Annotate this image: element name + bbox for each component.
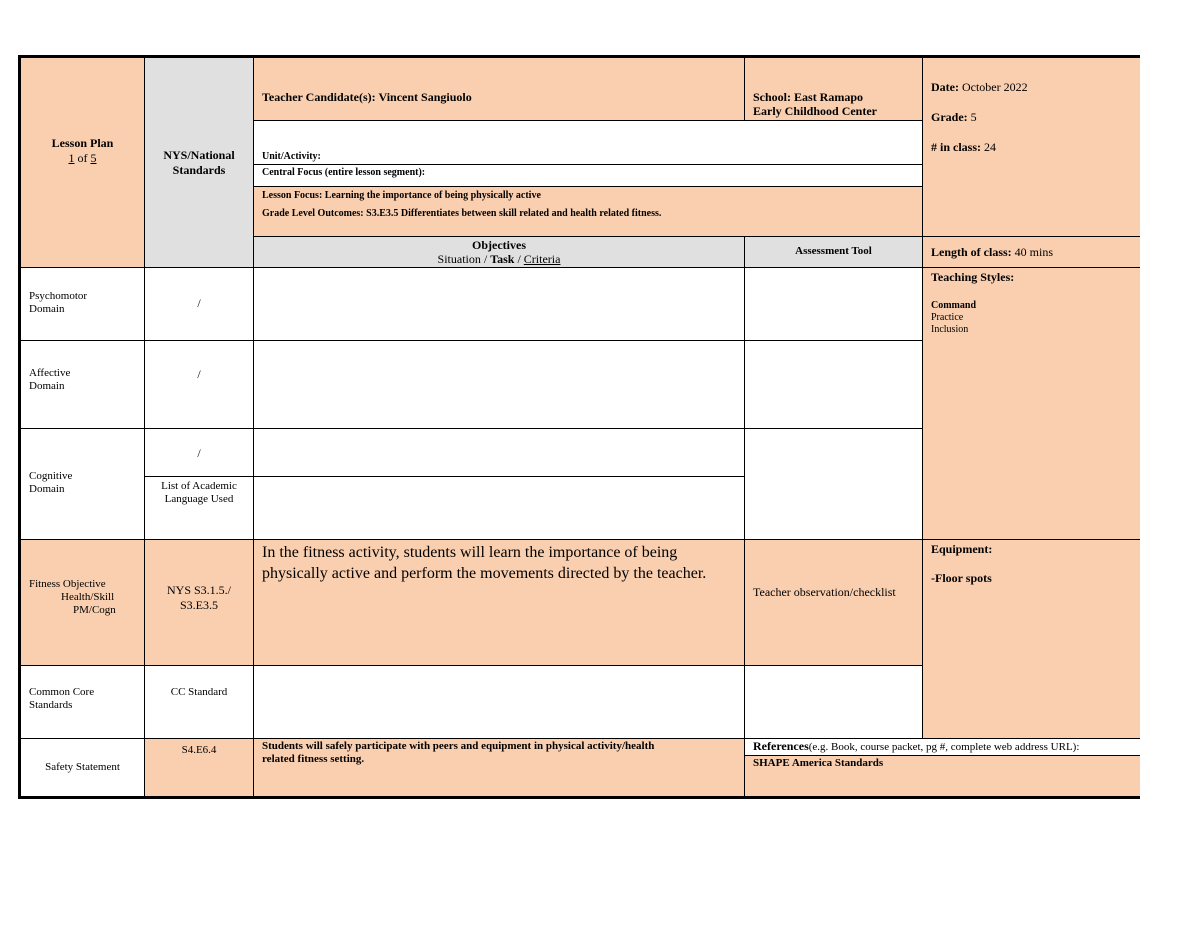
common-core-label: Common Core Standards xyxy=(29,686,95,711)
cognitive-standard-cell xyxy=(145,429,254,477)
class-size-value: 24 xyxy=(984,140,997,154)
equipment-label: Equipment: xyxy=(931,542,993,556)
affective-assessment-cell xyxy=(745,341,923,429)
assessment-header-cell xyxy=(745,237,923,268)
style-inclusion: Inclusion xyxy=(931,324,969,335)
affective-standard: / xyxy=(197,367,201,381)
date-value: October 2022 xyxy=(961,80,1028,94)
lesson-plan-num: 1 xyxy=(68,151,75,165)
objectives-label: Objectives xyxy=(472,238,526,252)
safety-label: Safety Statement xyxy=(45,761,120,773)
date-grade-cell xyxy=(923,58,1140,237)
teaching-styles-list xyxy=(931,300,1132,336)
style-practice: Practice xyxy=(931,312,964,323)
school-cell xyxy=(745,58,923,121)
school-value-line1: East Ramapo xyxy=(794,90,864,104)
cognitive-objective-cell xyxy=(254,429,745,477)
fitness-standard-cell xyxy=(145,540,254,666)
common-core-standard-cell xyxy=(145,666,254,739)
safety-label-cell xyxy=(21,739,145,796)
academic-language-cell xyxy=(145,477,254,540)
affective-label-cell xyxy=(21,341,145,429)
lesson-focus-cell xyxy=(254,187,923,237)
grade-line xyxy=(931,110,1132,125)
date-line xyxy=(931,80,1132,95)
psychomotor-standard-cell xyxy=(145,268,254,341)
teacher-cell xyxy=(254,58,745,121)
standards-header-cell xyxy=(145,58,254,268)
length-cell xyxy=(923,237,1140,268)
class-size-line xyxy=(931,140,1132,155)
common-core-assessment-cell xyxy=(745,666,923,739)
academic-language-label: List of Academic Language Used xyxy=(161,480,237,505)
lesson-plan-table xyxy=(18,55,1140,799)
cognitive-standard: / xyxy=(197,446,201,460)
standards-label: NYS/National Standards xyxy=(163,148,235,177)
unit-activity-label: Unit/Activity: xyxy=(262,151,321,162)
teaching-styles-label: Teaching Styles: xyxy=(931,270,1015,284)
references-value: SHAPE America Standards xyxy=(753,757,884,769)
lesson-plan-header-cell xyxy=(21,58,145,268)
psychomotor-assessment-cell xyxy=(745,268,923,341)
cognitive-label: Cognitive Domain xyxy=(29,470,73,495)
affective-label: Affective Domain xyxy=(29,367,71,392)
teacher-label: Teacher Candidate(s): xyxy=(262,90,376,104)
length-label: Length of class: xyxy=(931,245,1012,259)
equipment-item: -Floor spots xyxy=(931,571,992,585)
fitness-objective-text: In the fitness activity, students will learn the importance of being physically active and perform the movements directed by the teacher. xyxy=(262,544,707,582)
affective-standard-cell xyxy=(145,341,254,429)
safety-standard-cell xyxy=(145,739,254,796)
teacher-value: Vincent Sangiuolo xyxy=(378,90,472,104)
references-hint: (e.g. Book, course packet, pg #, complete web address URL): xyxy=(808,741,1080,753)
safety-statement: Students will safely participate with peers and equipment in physical activity/health related fitness setting. xyxy=(262,740,655,765)
fitness-label-line1: Fitness Objective xyxy=(29,578,106,590)
common-core-label-cell xyxy=(21,666,145,739)
fitness-label-line2: Health/Skill xyxy=(61,591,115,603)
school-label: School: xyxy=(753,90,792,104)
grade-label: Grade: xyxy=(931,110,968,124)
cognitive-assessment-cell xyxy=(745,429,923,540)
references-header-cell xyxy=(745,739,1140,756)
lesson-focus: Lesson Focus: Learning the importance of being physically active xyxy=(262,190,541,201)
fitness-assessment-cell xyxy=(745,540,923,666)
fitness-label-line3: PM/Cogn xyxy=(73,604,116,616)
school-value-line2: Early Childhood Center xyxy=(753,104,878,118)
objectives-header-cell xyxy=(254,237,745,268)
objectives-sub-criteria: Criteria xyxy=(523,252,561,266)
central-focus-cell xyxy=(254,165,923,187)
lesson-plan-total: 5 xyxy=(90,151,97,165)
affective-objective-cell xyxy=(254,341,745,429)
references-label: References xyxy=(753,739,809,753)
objectives-sub-situation: Situation / xyxy=(437,252,491,266)
psychomotor-standard: / xyxy=(197,296,201,310)
fitness-label-cell xyxy=(21,540,145,666)
references-value-cell xyxy=(745,756,1140,796)
common-core-objective-cell xyxy=(254,666,745,739)
date-label: Date: xyxy=(931,80,959,94)
safety-standard: S4.E6.4 xyxy=(181,744,217,756)
lesson-plan-of: of xyxy=(77,151,88,165)
central-focus-label: Central Focus (entire lesson segment): xyxy=(262,167,426,178)
equipment-cell xyxy=(923,540,1140,739)
objectives-sub-task: Task xyxy=(490,252,515,266)
psychomotor-label: Psychomotor Domain xyxy=(29,290,88,315)
length-value: 40 mins xyxy=(1014,245,1054,259)
style-command: Command xyxy=(931,300,977,311)
academic-language-objective-cell xyxy=(254,477,745,540)
psychomotor-label-cell xyxy=(21,268,145,341)
cognitive-label-cell xyxy=(21,429,145,540)
fitness-objective-cell xyxy=(254,540,745,666)
grade-value: 5 xyxy=(970,110,977,124)
fitness-standard: NYS S3.1.5./ S3.E3.5 xyxy=(166,583,231,612)
safety-statement-cell xyxy=(254,739,745,796)
objectives-subheader xyxy=(254,252,744,266)
class-size-label: # in class: xyxy=(931,140,982,154)
assessment-label: Assessment Tool xyxy=(795,245,872,257)
objectives-sub-sep: / xyxy=(514,252,524,266)
psychomotor-objective-cell xyxy=(254,268,745,341)
grade-level-outcomes: Grade Level Outcomes: S3.E3.5 Differentiates between skill related and health related fitness. xyxy=(262,208,662,219)
unit-activity-cell xyxy=(254,121,923,165)
lesson-plan-counter xyxy=(21,151,144,166)
lesson-plan-label: Lesson Plan xyxy=(51,136,114,150)
teaching-styles-cell xyxy=(923,268,1140,540)
common-core-standard: CC Standard xyxy=(170,686,228,698)
fitness-assessment-text: Teacher observation/checklist xyxy=(753,585,896,599)
